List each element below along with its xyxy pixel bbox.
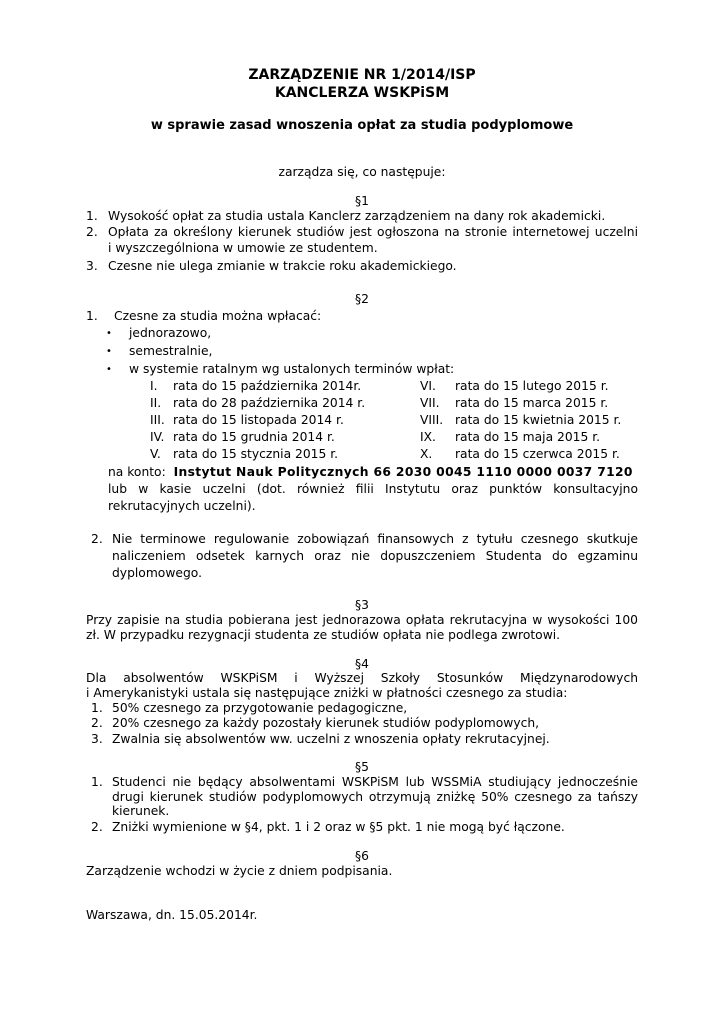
- installment-text: rata do 15 czerwca 2015 r.: [455, 447, 620, 461]
- s4-item-3-text: Zwalnia się absolwentów ww. uczelni z wnoszenia opłaty rekrutacyjnej.: [112, 732, 550, 746]
- s5-item-1-text-line3: kierunek.: [112, 804, 170, 818]
- account-number: Instytut Nauk Politycznych 66 2030 0045 1110 0000 0037 7120: [173, 465, 633, 479]
- bullet-icon: •: [106, 364, 112, 375]
- s5-item-1-number: 1.: [91, 775, 103, 789]
- installment-number: VII.: [420, 396, 440, 410]
- s4-item-1-text: 50% czesnego za przygotowanie pedagogiczne,: [112, 701, 408, 715]
- s2-bullet-3-text: w systemie ratalnym wg ustalonych terminów wpłat:: [129, 362, 455, 376]
- account-prefix: na konto:: [108, 465, 166, 479]
- s3-text-line1: Przy zapisie na studia pobierana jest jednorazowa opłata rekrutacyjna w wysokości 100: [86, 613, 638, 627]
- installment-text: rata do 15 maja 2015 r.: [455, 430, 601, 444]
- bullet-icon: •: [106, 328, 112, 339]
- installment-number: I.: [150, 379, 158, 393]
- installment-text: rata do 15 grudnia 2014 r.: [173, 430, 335, 444]
- s1-item-2-text-line1: Opłata za określony kierunek studiów jest ogłoszona na stronie internetowej uczelni: [108, 225, 638, 239]
- section-1-heading: §1: [355, 194, 369, 208]
- section-3-heading: §3: [355, 598, 369, 612]
- s1-item-1-text: Wysokość opłat za studia ustala Kanclerz zarządzeniem na dany rok akademicki.: [108, 209, 606, 223]
- installment-text: rata do 15 lutego 2015 r.: [455, 379, 609, 393]
- installment-number: II.: [150, 396, 162, 410]
- s1-item-3-number: 3.: [86, 259, 98, 273]
- s4-item-1-number: 1.: [91, 701, 103, 715]
- s5-item-2-text: Zniżki wymienione w §4, pkt. 1 i 2 oraz w §5 pkt. 1 nie mogą być łączone.: [112, 820, 565, 834]
- installment-number: V.: [150, 447, 161, 461]
- installment-text: rata do 15 stycznia 2015 r.: [173, 447, 339, 461]
- intro-text: zarządza się, co następuje:: [278, 165, 446, 179]
- s2-item-1-text: Czesne za studia można wpłacać:: [114, 309, 322, 323]
- s1-item-2-text-line2: i wyszczególniona w umowie ze studentem.: [108, 241, 378, 255]
- s4-item-2-text: 20% czesnego za każdy pozostały kierunek studiów podyplomowych,: [112, 716, 540, 730]
- s1-item-1-number: 1.: [86, 209, 98, 223]
- s3-text-line2: zł. W przypadku rezygnacji studenta ze studiów opłata nie podlega zwrotowi.: [86, 628, 561, 642]
- bullet-icon: •: [106, 346, 112, 357]
- document-title-line1: ZARZĄDZENIE NR 1/2014/ISP: [248, 67, 476, 83]
- s2-item-2-text-line1: Nie terminowe regulowanie zobowiązań finansowych z tytułu czesnego skutkuje: [112, 532, 638, 546]
- s5-item-1-text-line1: Studenci nie będący absolwentami WSKPiSM lub WSSMiA studiujący jednocześnie: [112, 775, 638, 789]
- installment-number: X.: [420, 447, 433, 461]
- s4-item-3-number: 3.: [91, 732, 103, 746]
- s5-item-1-text-line2: drugi kierunek studiów podyplomowych otrzymują zniżkę 50% czesnego za tańszy: [112, 790, 638, 804]
- s2-bullet-1-text: jednorazowo,: [129, 326, 212, 340]
- installment-number: VIII.: [420, 413, 444, 427]
- installment-text: rata do 15 marca 2015 r.: [455, 396, 609, 410]
- installment-number: III.: [150, 413, 165, 427]
- s4-item-2-number: 2.: [91, 716, 103, 730]
- s4-text-line2: i Amerykanistyki ustala się następujące zniżki w płatności czesnego za studia:: [86, 686, 568, 700]
- installment-number: IV.: [150, 430, 165, 444]
- installment-text: rata do 28 października 2014 r.: [173, 396, 366, 410]
- document-subtitle: w sprawie zasad wnoszenia opłat za studia podyplomowe: [150, 118, 574, 133]
- document-title-line2: KANCLERZA WSKPiSM: [274, 85, 450, 101]
- section-4-heading: §4: [355, 657, 369, 671]
- account-line-2: lub w kasie uczelni (dot. również filii Instytutu oraz punktów konsultacyjno: [108, 482, 638, 496]
- section-5-heading: §5: [355, 760, 369, 774]
- s2-item-1-number: 1.: [86, 309, 98, 323]
- s6-text: Zarządzenie wchodzi w życie z dniem podpisania.: [86, 864, 393, 878]
- s2-item-2-number: 2.: [91, 532, 103, 546]
- s2-bullet-2-text: semestralnie,: [129, 344, 213, 358]
- installment-text: rata do 15 października 2014r.: [173, 379, 362, 393]
- installment-number: IX.: [420, 430, 436, 444]
- section-2-heading: §2: [355, 292, 369, 306]
- place-and-date: Warszawa, dn. 15.05.2014r.: [86, 908, 258, 922]
- s2-item-2-text-line2: naliczeniem odsetek karnych oraz nie dopuszczeniem Studenta do egzaminu: [112, 549, 638, 563]
- installment-text: rata do 15 kwietnia 2015 r.: [455, 413, 622, 427]
- account-line-3: rekrutacyjnych uczelni).: [108, 499, 256, 513]
- s2-item-2-text-line3: dyplomowego.: [112, 566, 202, 580]
- s4-text-line1: Dla absolwentów WSKPiSM i Wyższej Szkoły Stosunków Międzynarodowych: [86, 671, 638, 685]
- account-line: [108, 464, 633, 481]
- s1-item-3-text: Czesne nie ulega zmianie w trakcie roku akademickiego.: [108, 259, 457, 273]
- installment-text: rata do 15 listopada 2014 r.: [173, 413, 344, 427]
- s1-item-2-number: 2.: [86, 225, 98, 239]
- section-6-heading: §6: [355, 849, 369, 863]
- s5-item-2-number: 2.: [91, 820, 103, 834]
- installment-number: VI.: [420, 379, 436, 393]
